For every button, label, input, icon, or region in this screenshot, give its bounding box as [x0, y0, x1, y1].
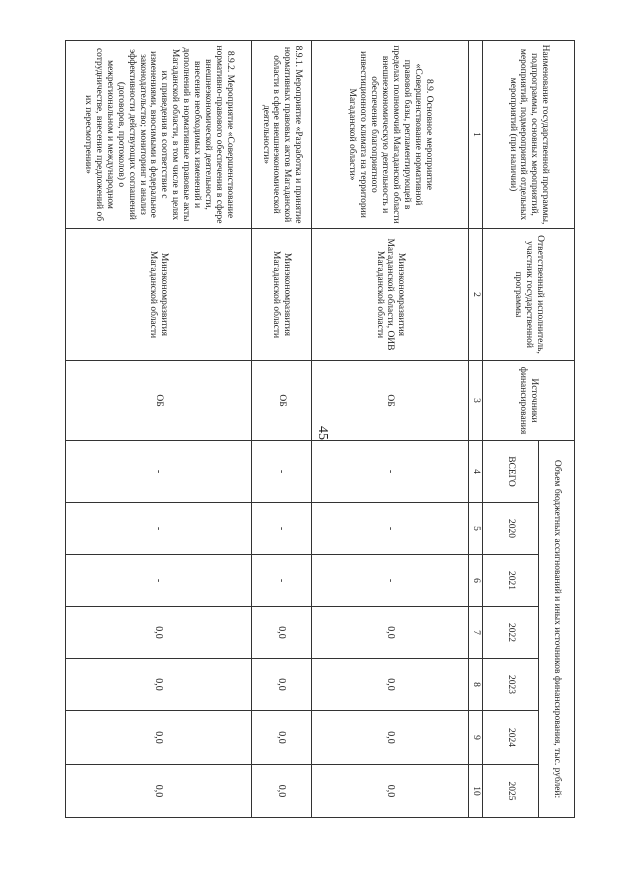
row-value-2022: 0,0 — [65, 606, 252, 658]
page-number: 45 — [315, 426, 330, 440]
column-number: 2 — [469, 228, 483, 360]
header-year-2021: 2021 — [483, 554, 539, 606]
column-number: 6 — [469, 554, 483, 606]
row-value-2025: 0,0 — [65, 764, 252, 818]
header-source: Источники финансирования — [483, 360, 575, 440]
column-number: 3 — [469, 360, 483, 440]
header-year-2024: 2024 — [483, 710, 539, 764]
column-number: 8 — [469, 658, 483, 710]
row-value-2021: - — [65, 554, 252, 606]
row-executor: Минэкономразвития Магаданской области — [252, 228, 312, 360]
row-value-2023: 0,0 — [252, 658, 312, 710]
row-value-2024: 0,0 — [312, 710, 469, 764]
header-year-2020: 2020 — [483, 502, 539, 554]
row-name: 8.9.1. Мероприятие «Разработка и принятие нормативных правовых актов Магаданской области в сфере внешнеэкономической деятельности» — [252, 40, 312, 228]
column-number: 1 — [469, 40, 483, 228]
column-number: 9 — [469, 710, 483, 764]
row-source: ОБ — [252, 360, 312, 440]
header-year-2025: 2025 — [483, 764, 539, 818]
row-source: ОБ — [312, 360, 469, 440]
header-executor: Ответственный исполнитель, участник государственной программы — [483, 228, 575, 360]
row-value-2021: - — [312, 554, 469, 606]
header-funding: Объем бюджетных ассигнований и иных источников финансирования, тыс. рублей: — [539, 440, 575, 818]
row-value-2025: 0,0 — [312, 764, 469, 818]
row-name: 8.9.2. Мероприятие «Совершенствование нормативно-правового обеспечения в сфере внешнеэкономической деятельности, внесение необходимых изменений и дополнений в нормативные правовые акты Магаданской области, в том числе в целях их приведения в соответствие с изменениями, вносимыми в федеральное законодательство; мониторинг и анализ эффективности действующих соглашений (договоров, протоколов) о межрегиональном и международном сотрудничестве, внесение предложений об их пересмотрении» — [65, 40, 252, 228]
header-year-2023: 2023 — [483, 658, 539, 710]
column-number: 10 — [469, 764, 483, 818]
row-value-total: - — [312, 440, 469, 502]
row-value-2020: - — [312, 502, 469, 554]
header-name: Наименование государственной программы, подпрограммы, основных мероприятий, мероприятий, подмероприятий отдельных мероприятий (при наличии) — [483, 40, 575, 228]
row-executor: Минэкономразвития Магаданской области — [65, 228, 252, 360]
row-value-2025: 0,0 — [252, 764, 312, 818]
row-name: 8.9. Основное мероприятие «Совершенствование нормативной правовой базы, регламентирующей в пределах полномочий Магаданской области внешнеэкономическую деятельность и обеспечение благоприятного инвестиционного климата на территории Магаданской области» — [312, 40, 469, 228]
financing-table — [65, 40, 575, 818]
column-number: 7 — [469, 606, 483, 658]
row-value-2022: 0,0 — [312, 606, 469, 658]
row-value-2024: 0,0 — [65, 710, 252, 764]
row-executor: Минэкономразвития Магаданской области, ОИВ Магаданской области — [312, 228, 469, 360]
rotated-page — [40, 0, 640, 820]
row-value-2023: 0,0 — [312, 658, 469, 710]
row-value-2024: 0,0 — [252, 710, 312, 764]
column-number: 4 — [469, 440, 483, 502]
row-value-2020: - — [65, 502, 252, 554]
row-value-total: - — [65, 440, 252, 502]
row-value-2020: - — [252, 502, 312, 554]
header-year-2022: 2022 — [483, 606, 539, 658]
row-source: ОБ — [65, 360, 252, 440]
row-value-2022: 0,0 — [252, 606, 312, 658]
column-number: 5 — [469, 502, 483, 554]
row-value-total: - — [252, 440, 312, 502]
header-year-total: ВСЕГО — [483, 440, 539, 502]
row-value-2023: 0,0 — [65, 658, 252, 710]
row-value-2021: - — [252, 554, 312, 606]
